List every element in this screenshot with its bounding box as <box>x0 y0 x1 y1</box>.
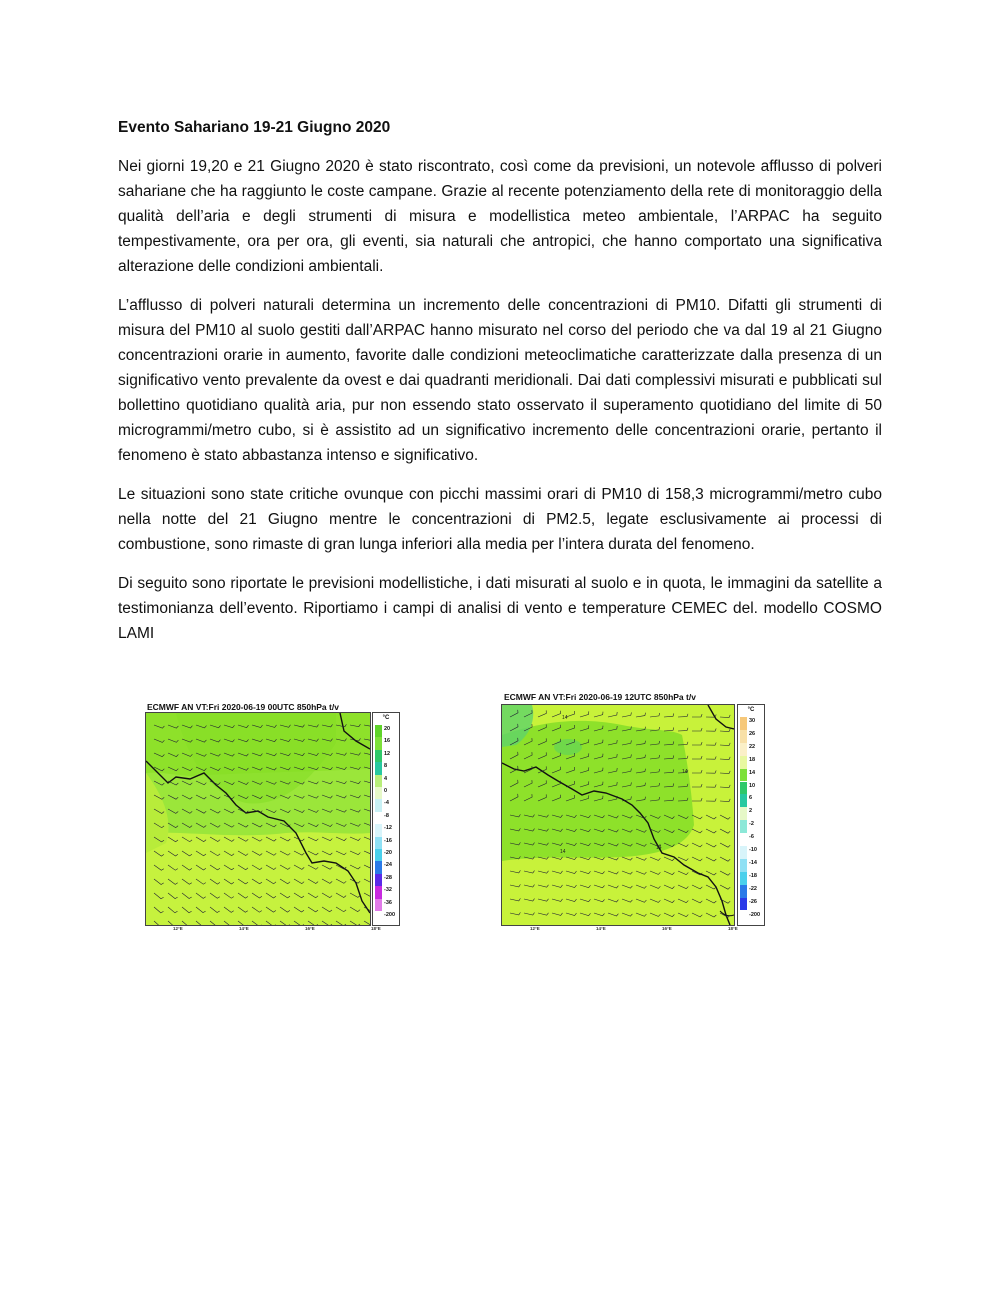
legend-swatch <box>375 886 382 898</box>
legend-label: 16 <box>384 738 391 745</box>
legend-label: 12 <box>384 750 391 757</box>
legend-entry <box>373 762 399 774</box>
legend-swatch <box>740 911 747 924</box>
document-title: Evento Sahariano 19-21 Giugno 2020 <box>118 119 391 136</box>
paragraph-1: Nei giorni 19,20 e 21 Giugno 2020 è stato riscontrato, così come da previsioni, un notevole afflusso di polveri sahariane che ha raggiunto le coste campane. Grazie al recente potenziamento della rete di monitoraggio della qualità dell’aria e degli strumenti di misura e modellistica meteo ambientale, l’ARPAC ha seguito tempestivamente, ora per ora, gli eventi, sia naturali che antropici, che hanno comportato una significativa alterazione delle condizioni ambientali. <box>118 158 882 275</box>
temperature-map-00utc <box>143 700 401 932</box>
x-tick-label: 12°E <box>530 926 540 931</box>
legend-label: -200 <box>749 911 761 918</box>
legend-label: -16 <box>384 837 392 844</box>
legend-label: 22 <box>749 743 756 750</box>
legend-entry <box>738 743 764 756</box>
legend-swatch <box>740 769 747 782</box>
legend-label: -24 <box>384 862 392 869</box>
legend-swatch <box>375 911 382 923</box>
legend-label: 2 <box>749 808 753 815</box>
contour-label: 14 <box>560 849 566 855</box>
x-tick-label: 16°E <box>305 926 315 931</box>
legend-entry <box>373 725 399 737</box>
legend-swatch <box>740 730 747 743</box>
legend-swatch <box>740 898 747 911</box>
x-tick-label: 16°E <box>662 926 672 931</box>
legend-label: -200 <box>384 912 396 918</box>
legend-entry <box>738 807 764 820</box>
legend-label: -2 <box>749 821 754 828</box>
legend-label: 4 <box>384 775 388 782</box>
legend-swatch <box>740 807 747 820</box>
legend-entry <box>738 769 764 782</box>
legend-entry <box>373 737 399 749</box>
legend-label: -6 <box>749 834 754 841</box>
legend-swatch <box>375 849 382 861</box>
legend-swatch <box>740 820 747 833</box>
legend-swatch <box>375 762 382 774</box>
color-legend <box>372 712 400 926</box>
legend-entry <box>738 794 764 807</box>
legend-entry <box>738 820 764 833</box>
legend-swatch <box>740 833 747 846</box>
legend-entry <box>373 812 399 824</box>
legend-label: -20 <box>384 850 392 856</box>
legend-entry <box>738 872 764 885</box>
legend-swatch <box>740 717 747 730</box>
x-tick-label: 18°E <box>371 926 381 931</box>
legend-entry <box>738 911 764 924</box>
legend-label: -36 <box>384 899 392 906</box>
legend-swatch <box>375 725 382 737</box>
legend-label: 10 <box>749 782 756 789</box>
legend-swatch <box>740 846 747 859</box>
contour-label: 14 <box>562 715 568 721</box>
x-tick-label: 14°E <box>239 926 249 931</box>
map-plot <box>145 712 371 926</box>
legend-entry <box>738 859 764 872</box>
legend-entry <box>738 898 764 911</box>
legend-entry <box>373 874 399 886</box>
legend-entry <box>738 717 764 730</box>
paragraph-4: Di seguito sono riportate le previsioni modellistiche, i dati misurati al suolo e in quota, le immagini da satellite a testimonianza dell’evento. Riportiamo i campi di analisi di vento e temperature CEMEC del. modello COSMO LAMI <box>118 575 882 642</box>
legend-entry <box>738 756 764 769</box>
legend-label: 8 <box>384 763 388 770</box>
map-title: ECMWF AN VT:Fri 2020-06-19 00UTC 850hPa t/v <box>147 702 339 712</box>
legend-entry <box>738 782 764 795</box>
legend-swatch <box>375 737 382 749</box>
legend-label: -28 <box>384 874 392 881</box>
contour-label: 14 <box>656 845 662 851</box>
paragraph-2: L’afflusso di polveri naturali determina un incremento delle concentrazioni di PM10. Difatti gli strumenti di misura del PM10 al suolo gestiti dall’ARPAC hanno misurato nel corso del periodo che va dal 19 al 21 Giugno concentrazioni orarie in aumento, favorite dalle condizioni meteoclimatiche caratterizzate dalla presenza di un significativo vento prevalente da ovest e dai quadranti meridionali. Dai dati complessivi misurati e pubblicati sul bollettino quotidiano qualità aria, pur non essendo stato osservato il superamento quotidiano del limite di 50 microgrammi/metro cubo, si è assistito ad un significativo incremento delle concentrazioni orarie, pertanto il fenomeno è stato abbastanza intenso e significativo. <box>118 297 882 464</box>
legend-entry <box>373 824 399 836</box>
legend-label: 14 <box>749 769 756 776</box>
legend-swatch <box>740 872 747 885</box>
legend-label: -4 <box>384 800 389 807</box>
legend-label: -32 <box>384 887 392 894</box>
legend-entry <box>738 730 764 743</box>
legend-entry <box>373 911 399 923</box>
legend-swatch <box>375 824 382 836</box>
legend-entry <box>373 861 399 873</box>
legend-swatch <box>375 775 382 787</box>
legend-swatch <box>375 812 382 824</box>
legend-swatch <box>740 756 747 769</box>
legend-swatch <box>375 837 382 849</box>
legend-label: -22 <box>749 885 757 892</box>
legend-label: 30 <box>749 718 756 724</box>
legend-label: 6 <box>749 795 753 802</box>
legend-swatch <box>740 885 747 898</box>
legend-label: -18 <box>749 872 757 879</box>
legend-entry <box>373 899 399 911</box>
legend-swatch <box>740 782 747 795</box>
x-tick-label: 12°E <box>173 926 183 931</box>
legend-label: -10 <box>749 847 757 853</box>
legend-swatch <box>375 750 382 762</box>
legend-swatch <box>740 743 747 756</box>
legend-entry <box>373 787 399 799</box>
x-tick-label: 14°E <box>596 926 606 931</box>
legend-label: 0 <box>384 788 388 794</box>
contour-label: 14 <box>682 769 688 775</box>
x-tick-label: 18°E <box>728 926 738 931</box>
legend-label: -14 <box>749 859 757 866</box>
legend-swatch <box>740 794 747 807</box>
map-plot <box>501 704 735 926</box>
temperature-map-12utc <box>500 690 766 930</box>
legend-swatch <box>740 859 747 872</box>
paragraph-3: Le situazioni sono state critiche ovunque con picchi massimi orari di PM10 di 158,3 microgrammi/metro cubo nella notte del 21 Giugno mentre le concentrazioni di PM2.5, legate esclusivamente ai processi di combustione, sono rimaste di gran lunga inferiori alla media per l’intera durata del fenomeno. <box>118 486 882 553</box>
legend-entry <box>738 885 764 898</box>
legend-unit: °C <box>382 715 390 721</box>
legend-entry <box>373 750 399 762</box>
legend-label: -8 <box>384 812 389 819</box>
legend-entry <box>373 837 399 849</box>
legend-entry <box>373 775 399 787</box>
legend-swatch <box>375 874 382 886</box>
legend-label: -12 <box>384 825 392 832</box>
color-legend <box>737 704 765 926</box>
map-title: ECMWF AN VT:Fri 2020-06-19 12UTC 850hPa t/v <box>504 692 696 702</box>
legend-entry <box>373 799 399 811</box>
legend-swatch <box>375 861 382 873</box>
legend-entry <box>738 846 764 859</box>
legend-label: 18 <box>749 756 756 763</box>
legend-entry <box>738 833 764 846</box>
legend-swatch <box>375 899 382 911</box>
legend-entry <box>373 849 399 861</box>
legend-entry <box>373 886 399 898</box>
legend-label: 26 <box>749 730 756 737</box>
legend-unit: °C <box>747 707 755 713</box>
legend-label: -26 <box>749 898 757 905</box>
legend-label: 20 <box>384 726 391 732</box>
legend-swatch <box>375 787 382 799</box>
document-body <box>118 118 882 660</box>
legend-swatch <box>375 799 382 811</box>
